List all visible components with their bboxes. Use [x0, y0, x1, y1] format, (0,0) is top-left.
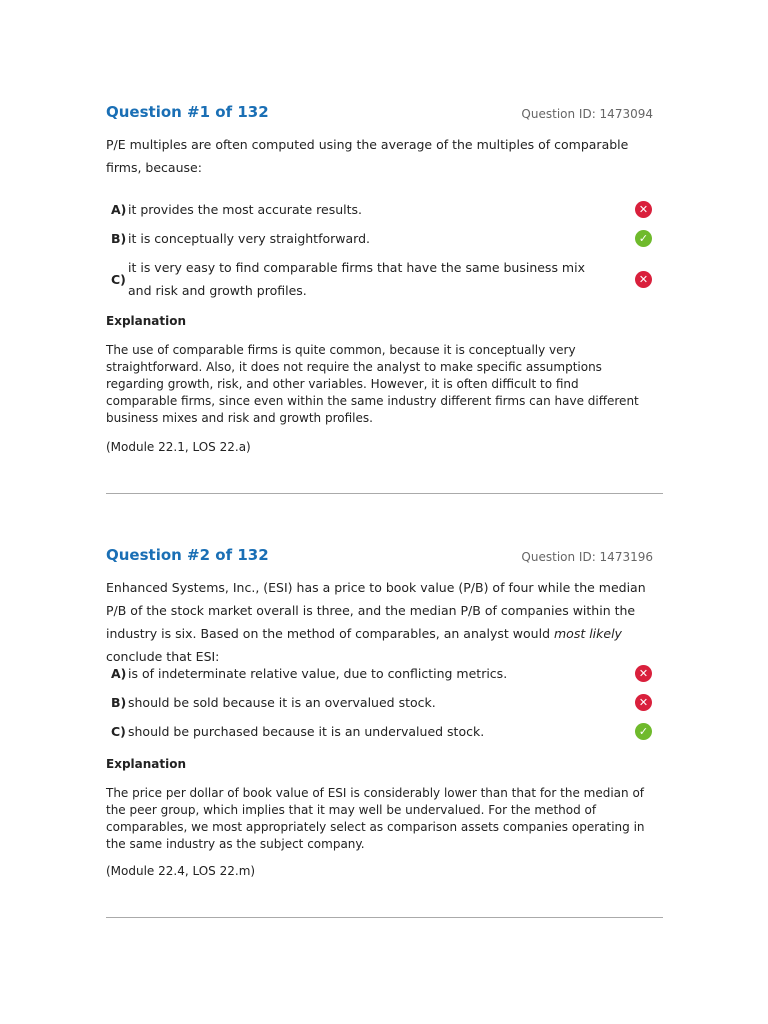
option-c[interactable]	[106, 256, 663, 302]
explanation-text: The use of comparable firms is quite common, because it is conceptually very straightforward. Also, it does not require the analyst to make specific assumptions regarding growth, risk, and other variables. However, it is often difficult to find comparable firms, since even within the same industry different firms can have different business mixes and risk and growth profiles.	[106, 343, 639, 425]
option-text: it is conceptually very straightforward.	[128, 231, 370, 246]
option-text: should be sold because it is an overvalued stock.	[128, 695, 436, 710]
option-letter: B)	[111, 231, 127, 246]
module-reference: (Module 22.1, LOS 22.a)	[106, 440, 251, 454]
x-circle-icon: ✕	[635, 271, 652, 288]
explanation-heading: Explanation	[106, 314, 187, 328]
option-text: it provides the most accurate results.	[128, 202, 363, 217]
option-letter: C)	[111, 724, 126, 739]
explanation-text: The price per dollar of book value of ESI is considerably lower than that for the median of the peer group, which implies that it may well be undervalued. For the method of comparables, we most appropriately select as comparison assets companies operating in the same industry as the subject company.	[106, 786, 645, 851]
question-stem	[106, 576, 654, 668]
option-letter: A)	[111, 202, 127, 217]
module-reference: (Module 22.4, LOS 22.m)	[106, 864, 256, 878]
stem-text: Enhanced Systems, Inc., (ESI) has a price to book value (P/B) of four while the median P/B of the stock market overall is three, and the median P/B of companies within the industry is six. Based on the method of comparables, an analyst would	[106, 580, 646, 641]
stem-emphasis: most likely	[554, 626, 622, 641]
x-circle-icon: ✕	[635, 694, 652, 711]
question-id: Question ID: 1473196	[521, 550, 653, 564]
x-circle-icon: ✕	[635, 665, 652, 682]
question-id: Question ID: 1473094	[521, 107, 653, 121]
check-circle-icon: ✓	[635, 723, 652, 740]
divider	[106, 917, 663, 918]
stem-text-end: conclude that ESI:	[106, 649, 220, 664]
option-letter: B)	[111, 695, 127, 710]
question-title: Question #2 of 132	[106, 546, 269, 564]
question-stem: P/E multiples are often computed using the average of the multiples of comparable firms, because:	[106, 137, 629, 175]
question-title: Question #1 of 132	[106, 103, 269, 121]
explanation-heading: Explanation	[106, 757, 187, 771]
divider	[106, 493, 663, 494]
option-text: it is very easy to find comparable firms that have the same business mix and risk and growth profiles.	[128, 260, 585, 298]
x-circle-icon: ✕	[635, 201, 652, 218]
option-text: is of indeterminate relative value, due to conflicting metrics.	[128, 666, 508, 681]
check-circle-icon: ✓	[635, 230, 652, 247]
option-letter: C)	[111, 272, 126, 287]
option-text: should be purchased because it is an undervalued stock.	[128, 724, 485, 739]
option-letter: A)	[111, 666, 127, 681]
